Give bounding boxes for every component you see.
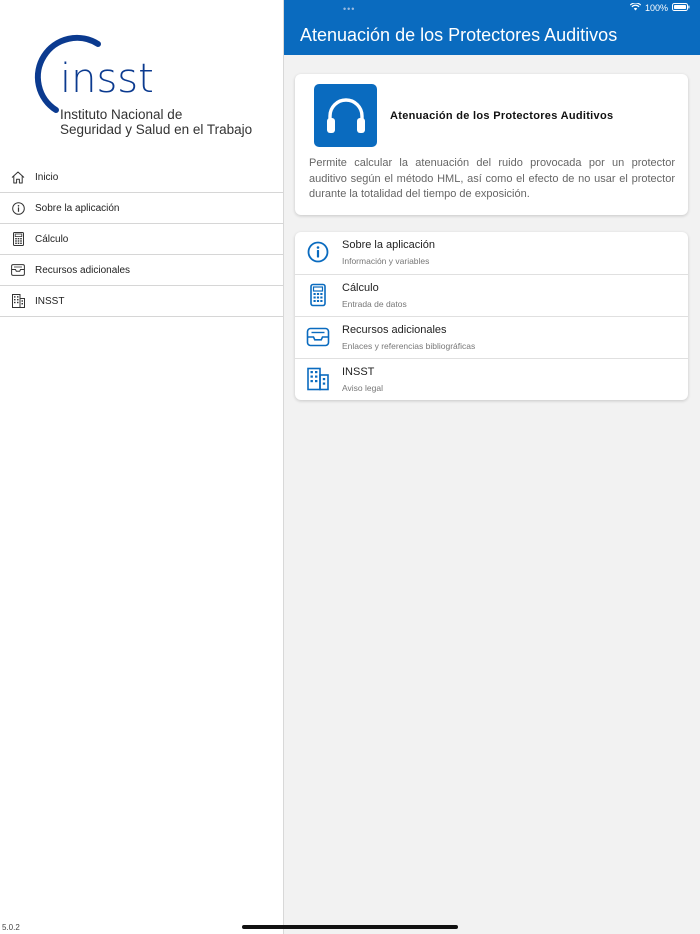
sidebar-item-calculo[interactable] <box>0 224 283 255</box>
sidebar-item-recursos[interactable] <box>0 255 283 286</box>
menu-item-title: Sobre la aplicación <box>342 239 435 251</box>
menu-item-recursos[interactable] <box>295 316 688 358</box>
app-summary-title: Atenuación de los Protectores Auditivos <box>390 110 614 122</box>
multitasking-dots[interactable]: ••• <box>343 4 356 14</box>
menu-item-title: Cálculo <box>342 282 379 294</box>
menu-item-calculo[interactable] <box>295 274 688 316</box>
inbox-icon <box>11 263 25 277</box>
insst-logo <box>18 30 268 145</box>
sidebar-item-insst[interactable] <box>0 286 283 317</box>
battery-percent: 100% <box>644 3 668 13</box>
app-summary-card <box>295 74 688 215</box>
menu-item-title: INSST <box>342 366 375 378</box>
menu-item-subtitle: Entrada de datos <box>342 299 407 309</box>
calculator-icon <box>11 232 25 246</box>
headphones-icon <box>314 84 377 147</box>
info-icon <box>11 201 25 215</box>
sidebar-nav <box>0 162 283 317</box>
menu-item-title: Recursos adicionales <box>342 324 447 336</box>
page-title: Atenuación de los Protectores Auditivos <box>300 25 618 45</box>
app-summary-description: Permite calcular la atenuación del ruido provocada por un protector auditivo según el método HML, así como el efecto de no usar el protector durante la totalidad del tiempo de exposición. <box>309 157 675 200</box>
logo-wordmark: insst <box>60 56 154 102</box>
menu-item-insst[interactable] <box>295 358 688 400</box>
logo-subtitle <box>60 107 252 137</box>
inbox-icon <box>306 325 330 349</box>
info-icon <box>306 240 330 264</box>
logo-subtitle-line1: Instituto Nacional de <box>60 107 183 122</box>
wifi-icon <box>630 3 641 13</box>
logo-subtitle-line2: Seguridad y Salud en el Trabajo <box>60 122 253 137</box>
battery-icon <box>672 3 690 13</box>
building-icon <box>11 294 25 308</box>
calculator-icon <box>306 283 330 307</box>
sidebar-item-label: Cálculo <box>35 233 69 245</box>
main-panel <box>284 0 700 934</box>
menu-list <box>295 232 688 400</box>
home-icon <box>11 170 25 184</box>
sidebar-item-sobre[interactable] <box>0 193 283 224</box>
app-version: 5.0.2 <box>2 923 20 932</box>
sidebar-item-label: Inicio <box>35 171 59 183</box>
menu-item-subtitle: Información y variables <box>342 256 430 266</box>
sidebar <box>0 0 284 934</box>
sidebar-item-label: Recursos adicionales <box>35 264 131 276</box>
home-indicator[interactable] <box>242 925 458 929</box>
menu-item-subtitle: Aviso legal <box>342 383 383 393</box>
status-bar-right <box>630 3 690 13</box>
building-icon <box>306 367 330 391</box>
sidebar-item-inicio[interactable] <box>0 162 283 193</box>
menu-item-subtitle: Enlaces y referencias bibliográficas <box>342 341 476 351</box>
menu-item-sobre[interactable] <box>295 232 688 274</box>
sidebar-item-label: INSST <box>35 295 65 307</box>
sidebar-item-label: Sobre la aplicación <box>35 202 120 214</box>
